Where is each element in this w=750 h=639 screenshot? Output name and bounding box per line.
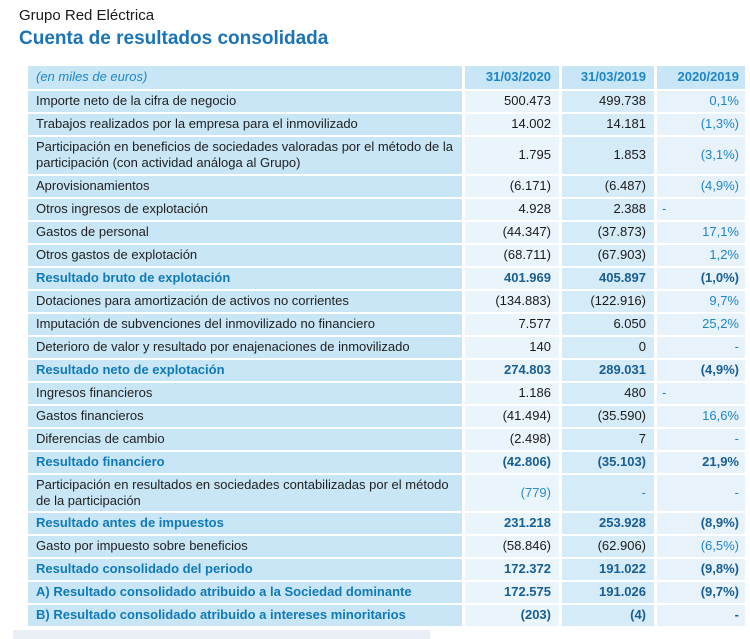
value-2020: 1.795	[465, 137, 559, 174]
next-section-strip	[13, 630, 430, 639]
row-label: Diferencias de cambio	[28, 429, 462, 450]
value-2020: 231.218	[465, 513, 559, 534]
row-label: Deterioro de valor y resultado por enajenaciones de inmovilizado	[28, 337, 462, 358]
table-row	[28, 222, 745, 243]
table-row	[28, 137, 745, 174]
table-row	[28, 383, 745, 404]
value-variation: 21,9%	[657, 452, 745, 473]
value-2019: (4)	[562, 605, 654, 626]
column-header-2020: 31/03/2020	[465, 66, 559, 89]
value-2020: 401.969	[465, 268, 559, 289]
value-2019: -	[562, 475, 654, 512]
value-variation: (4,9%)	[657, 176, 745, 197]
row-label: Otros ingresos de explotación	[28, 199, 462, 220]
value-variation: (3,1%)	[657, 137, 745, 174]
company-name: Grupo Red Eléctrica	[19, 7, 155, 24]
value-2020: (779)	[465, 475, 559, 512]
row-label: Otros gastos de explotación	[28, 245, 462, 266]
value-2020: 7.577	[465, 314, 559, 335]
row-label: Ingresos financieros	[28, 383, 462, 404]
table-row	[28, 559, 745, 580]
value-variation: -	[657, 605, 745, 626]
row-label: Trabajos realizados por la empresa para el inmovilizado	[28, 114, 462, 135]
value-variation: (4,9%)	[657, 360, 745, 381]
value-2020: (203)	[465, 605, 559, 626]
value-variation: 0,1%	[657, 91, 745, 112]
table-row	[28, 452, 745, 473]
value-variation: -	[657, 383, 745, 404]
value-2020: (6.171)	[465, 176, 559, 197]
value-variation: -	[657, 475, 745, 512]
value-variation: -	[657, 429, 745, 450]
value-variation: 16,6%	[657, 406, 745, 427]
table-row	[28, 314, 745, 335]
value-2019: 2.388	[562, 199, 654, 220]
title-block	[19, 7, 328, 51]
value-variation: -	[657, 337, 745, 358]
value-variation: (1,3%)	[657, 114, 745, 135]
table-row	[28, 176, 745, 197]
row-label: Aprovisionamientos	[28, 176, 462, 197]
column-header-variation: 2020/2019	[657, 66, 745, 89]
value-2019: 14.181	[562, 114, 654, 135]
table-row	[28, 337, 745, 358]
value-2019: (67.903)	[562, 245, 654, 266]
value-2019: (62.906)	[562, 536, 654, 557]
value-2019: 253.928	[562, 513, 654, 534]
table-row	[28, 245, 745, 266]
value-2019: 191.022	[562, 559, 654, 580]
value-2020: 500.473	[465, 91, 559, 112]
value-2019: 405.897	[562, 268, 654, 289]
value-variation: (6,5%)	[657, 536, 745, 557]
table-row	[28, 429, 745, 450]
row-label: A) Resultado consolidado atribuido a la Sociedad dominante	[28, 582, 462, 603]
row-label: Participación en resultados en sociedades contabilizadas por el método de la participación	[28, 475, 462, 512]
row-label: Resultado financiero	[28, 452, 462, 473]
row-label: Dotaciones para amortización de activos no corrientes	[28, 291, 462, 312]
value-2019: (6.487)	[562, 176, 654, 197]
row-label: Gasto por impuesto sobre beneficios	[28, 536, 462, 557]
table-row	[28, 291, 745, 312]
value-2019: 0	[562, 337, 654, 358]
value-2019: 7	[562, 429, 654, 450]
row-label: Resultado antes de impuestos	[28, 513, 462, 534]
table-row	[28, 406, 745, 427]
table-row	[28, 475, 745, 512]
value-2019: 191.026	[562, 582, 654, 603]
value-variation: 1,2%	[657, 245, 745, 266]
value-variation: (9,7%)	[657, 582, 745, 603]
value-2019: 480	[562, 383, 654, 404]
table-row	[28, 268, 745, 289]
value-2019: (122.916)	[562, 291, 654, 312]
value-variation: (9,8%)	[657, 559, 745, 580]
row-label: B) Resultado consolidado atribuido a intereses minoritarios	[28, 605, 462, 626]
value-variation: (1,0%)	[657, 268, 745, 289]
value-variation: -	[657, 199, 745, 220]
value-2019: 1.853	[562, 137, 654, 174]
value-2020: 172.372	[465, 559, 559, 580]
value-variation: 17,1%	[657, 222, 745, 243]
value-2020: 140	[465, 337, 559, 358]
table-row	[28, 360, 745, 381]
row-label: Importe neto de la cifra de negocio	[28, 91, 462, 112]
value-2020: (2.498)	[465, 429, 559, 450]
value-2020: (134.883)	[465, 291, 559, 312]
value-2019: (35.590)	[562, 406, 654, 427]
value-2020: 1.186	[465, 383, 559, 404]
value-variation: 25,2%	[657, 314, 745, 335]
row-label: Resultado bruto de explotación	[28, 268, 462, 289]
value-2019: 289.031	[562, 360, 654, 381]
table-row	[28, 91, 745, 112]
table-row	[28, 605, 745, 626]
table-row	[28, 582, 745, 603]
value-2020: (58.846)	[465, 536, 559, 557]
value-2020: 14.002	[465, 114, 559, 135]
table-row	[28, 513, 745, 534]
value-2020: (68.711)	[465, 245, 559, 266]
table-header-row	[28, 66, 745, 89]
row-label: Resultado neto de explotación	[28, 360, 462, 381]
value-variation: 9,7%	[657, 291, 745, 312]
table-body	[28, 91, 745, 626]
value-2019: 6.050	[562, 314, 654, 335]
value-2019: (35.103)	[562, 452, 654, 473]
unit-label: (en miles de euros)	[28, 66, 462, 89]
value-2019: (37.873)	[562, 222, 654, 243]
table-row	[28, 536, 745, 557]
value-variation: (8,9%)	[657, 513, 745, 534]
page-title: Cuenta de resultados consolidada	[19, 28, 329, 49]
row-label: Participación en beneficios de sociedades valoradas por el método de la participación (con actividad análoga al Grupo)	[28, 137, 462, 174]
value-2019: 499.738	[562, 91, 654, 112]
row-label: Gastos de personal	[28, 222, 462, 243]
value-2020: 4.928	[465, 199, 559, 220]
value-2020: (42.806)	[465, 452, 559, 473]
column-header-2019: 31/03/2019	[562, 66, 654, 89]
table-row	[28, 114, 745, 135]
value-2020: (44.347)	[465, 222, 559, 243]
value-2020: (41.494)	[465, 406, 559, 427]
row-label: Gastos financieros	[28, 406, 462, 427]
income-statement-table	[28, 66, 745, 628]
table-row	[28, 199, 745, 220]
row-label: Imputación de subvenciones del inmovilizado no financiero	[28, 314, 462, 335]
value-2020: 172.575	[465, 582, 559, 603]
value-2020: 274.803	[465, 360, 559, 381]
row-label: Resultado consolidado del periodo	[28, 559, 462, 580]
